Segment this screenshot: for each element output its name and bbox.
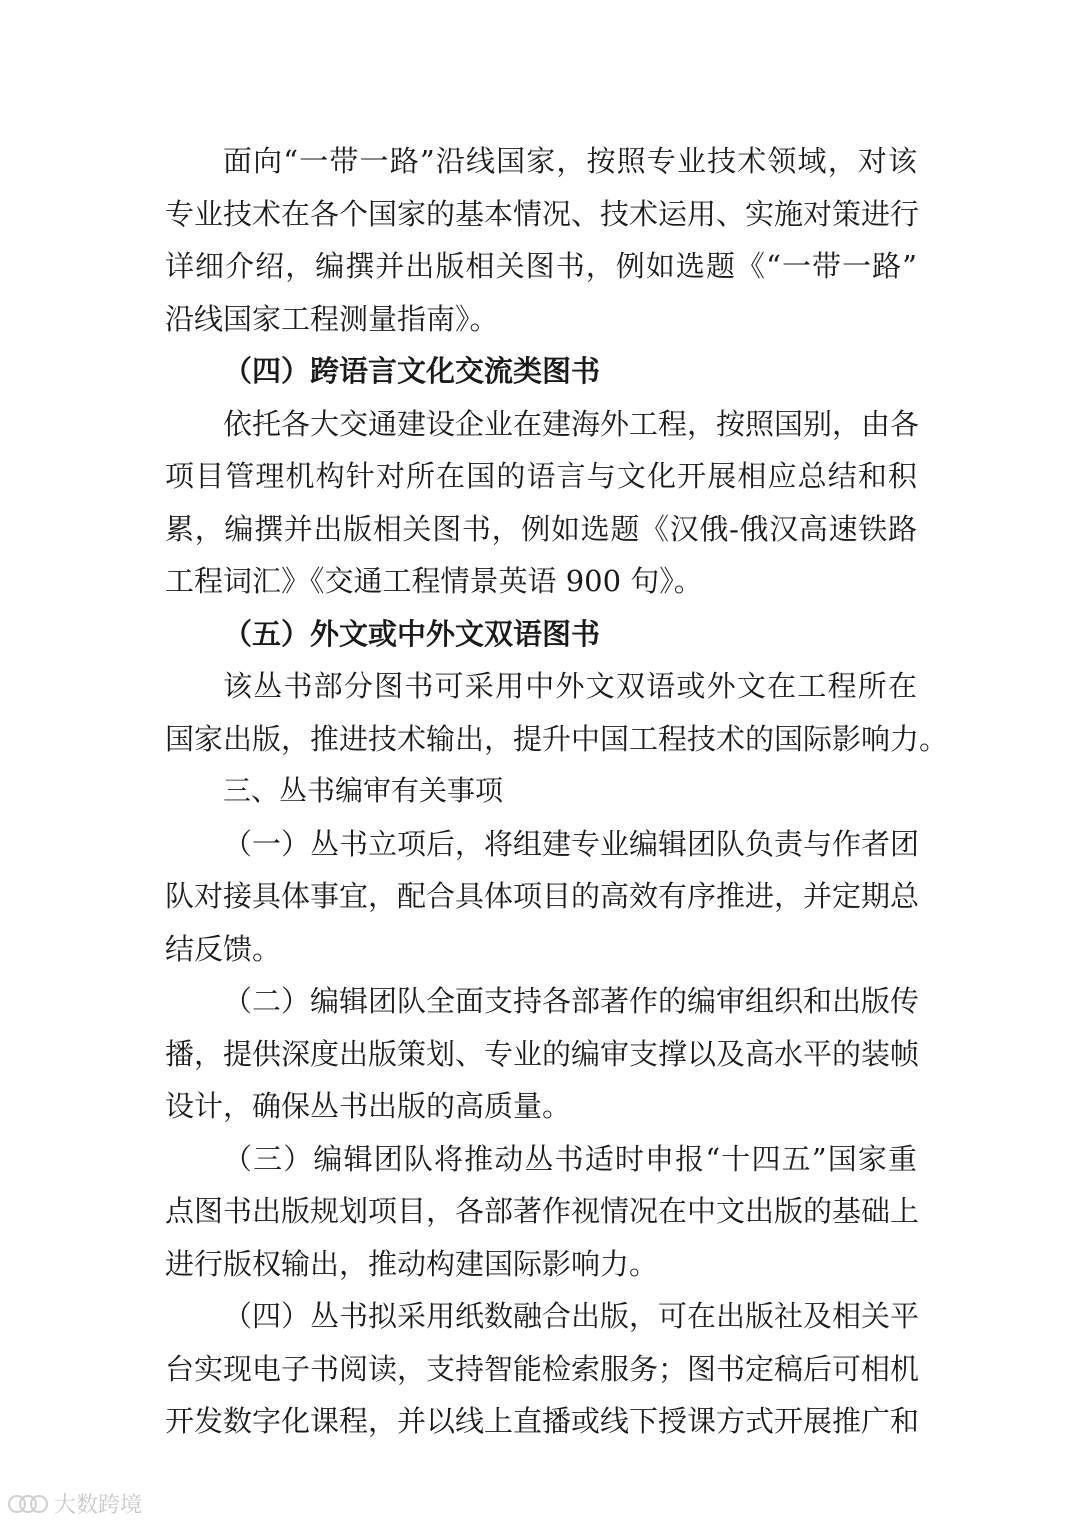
- document-page: [165, 135, 949, 1448]
- section-heading: 三、丛书编审有关事项: [223, 774, 504, 807]
- logo-rings-icon: [8, 1491, 48, 1517]
- paragraph-line: 沿线国家工程测量指南》。: [165, 301, 499, 336]
- paragraph-line: 依托各大交通建设企业在建海外工程，按照国别，由各: [223, 406, 920, 441]
- body-paragraph: [165, 975, 920, 1133]
- paragraph-line: （一）丛书立项后，将组建专业编辑团队负责与作者团: [223, 826, 920, 861]
- paragraph-line: 该丛书部分图书可采用中外文双语或外文在工程所在: [223, 669, 917, 703]
- paragraph-line: 开发数字化课程，并以线上直播或线下授课方式开展推广和: [165, 1404, 920, 1438]
- paragraph-line: 队对接具体事宜，配合具体项目的高效有序推进，并定期总: [165, 879, 920, 913]
- paragraph-line: 项目管理机构针对所在国的语言与文化开展相应总结和积: [165, 459, 917, 493]
- paragraph-line: （三）编辑团队将推动丛书适时申报“十四五”国家重: [223, 1141, 917, 1176]
- watermark: [8, 1488, 142, 1519]
- body-paragraph: [165, 818, 920, 976]
- paragraph-line: 详细介绍，编撰并出版相关图书，例如选题《“一带一路”: [165, 249, 917, 283]
- paragraph-line: 专业技术在各个国家的基本情况、技术运用、实施对策进行: [165, 196, 920, 231]
- body-paragraph: [165, 660, 949, 765]
- body-paragraph: [165, 398, 920, 608]
- paragraph-line: 台实现电子书阅读，支持智能检索服务；图书定稿后可相机: [165, 1351, 920, 1386]
- paragraph-line: 播，提供深度出版策划、专业的编审支撑以及高水平的装帧: [165, 1036, 920, 1071]
- watermark-text: 大数跨境: [54, 1493, 143, 1518]
- body-paragraph: [165, 135, 920, 345]
- body-paragraph: [165, 1290, 920, 1448]
- paragraph-line: 进行版权输出，推动构建国际影响力。: [165, 1246, 659, 1281]
- sub-heading: （四）跨语言文化交流类图书: [223, 354, 601, 388]
- paragraph-line: 结反馈。: [165, 931, 282, 966]
- sub-heading: （五）外文或中外文双语图书: [223, 616, 601, 651]
- paragraph-line: 国家出版，推进技术输出，提升中国工程技术的国际影响力。: [165, 721, 949, 756]
- paragraph-line: 设计，确保丛书出版的高质量。: [165, 1089, 572, 1123]
- body-paragraph: [165, 1133, 920, 1291]
- paragraph-line: （二）编辑团队全面支持各部著作的编审组织和出版传: [223, 984, 920, 1018]
- paragraph-line: 面向“一带一路”沿线国家，按照专业技术领域，对该: [223, 144, 917, 178]
- paragraph-line: （四）丛书拟采用纸数融合出版，可在出版社及相关平: [223, 1299, 920, 1333]
- paragraph-line: 累，编撰并出版相关图书，例如选题《汉俄-俄汉高速铁路: [165, 511, 917, 546]
- paragraph-line: 工程词汇》《交通工程情景英语 900 句》。: [165, 564, 703, 598]
- paragraph-line: 点图书出版规划项目，各部著作视情况在中文出版的基础上: [165, 1194, 920, 1228]
